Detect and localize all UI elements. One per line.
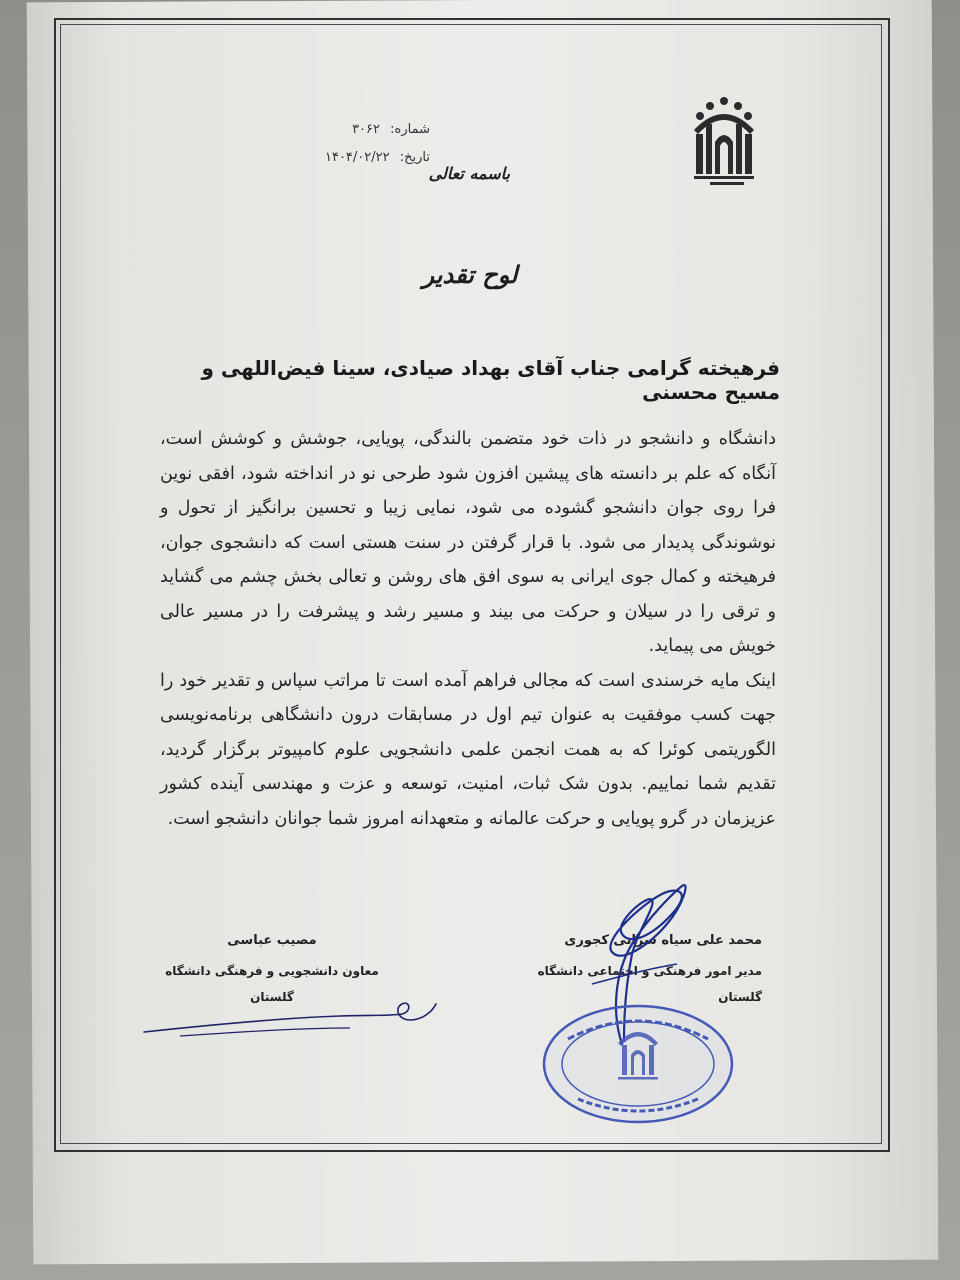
certificate-title: لوح تقدیر bbox=[422, 260, 518, 289]
university-logo-icon bbox=[688, 94, 760, 194]
date-value: ۱۴۰۴/۰۲/۲۲ bbox=[324, 150, 390, 165]
signer-name: محمد علی سیاه سرانی کجوری bbox=[564, 933, 762, 948]
document-meta bbox=[230, 116, 430, 172]
certificate-body bbox=[160, 422, 776, 836]
date-label: تاریخ: bbox=[399, 150, 430, 165]
basmala: باسمه تعالی bbox=[428, 164, 510, 183]
signer-name: مصیب عباسی bbox=[227, 933, 317, 948]
number-value: ۳۰۶۲ bbox=[352, 122, 381, 137]
signer-role: معاون دانشجویی و فرهنگی دانشگاه گلستان bbox=[165, 964, 379, 1004]
body-paragraph: دانشگاه و دانشجو در ذات خود متضمن بالندگی، پویایی، جوشش و کوشش است، آنگاه که علم بر دانسته های پیشین افزون شود طرحی نو در انداخته شود، افقی نوین فرا روی جوان دانشجو گشوده می شود، نمایی زیبا و تحسین برانگیز از تحول و نوشوندگی پدیدار می شود. با قرار گرفتن در سنت هستی است که دانشجوی جوان، فرهیخته و کمال جوی ایرانی به سوی افق های روشن و تعالی بخش چشم می گشاید و ترقی را در سیلان و حرکت می بیند و مسیر رشد و پیشرفت را در مسیر عالی خویش می پیماید. bbox=[160, 429, 776, 656]
certificate bbox=[60, 24, 880, 1142]
recipient-line: فرهیخته گرامی جناب آقای بهداد صیادی، سینا فیض‌اللهی و مسیح محسنی bbox=[201, 356, 780, 404]
university-stamp bbox=[538, 999, 738, 1129]
document-number bbox=[230, 116, 430, 144]
body-paragraph: اینک مایه خرسندی است که مجالی فراهم آمده است تا مراتب سپاس و تقدیر خود را جهت کسب موفقیت به عنوان تیم اول در مسابقات درون دانشگاهی برنامه‌نویسی الگوریتمی کوئرا که به همت انجمن علمی دانشجویی علوم کامپیوتر برگزار گردید، تقدیم شما نماییم. بدون شک ثبات، امنیت، توسعه و عزت و مهندسی آینده کشور عزیزمان در گرو پویایی و حرکت عالمانه و متعهدانه امروز شما جوانان دانشجو است. bbox=[160, 670, 776, 829]
document-date bbox=[230, 144, 430, 172]
handwritten-signature-left bbox=[140, 994, 440, 1044]
number-label: شماره: bbox=[390, 122, 430, 137]
signer-role: مدیر امور فرهنگی و اجتماعی دانشگاه گلستان bbox=[537, 964, 762, 1004]
